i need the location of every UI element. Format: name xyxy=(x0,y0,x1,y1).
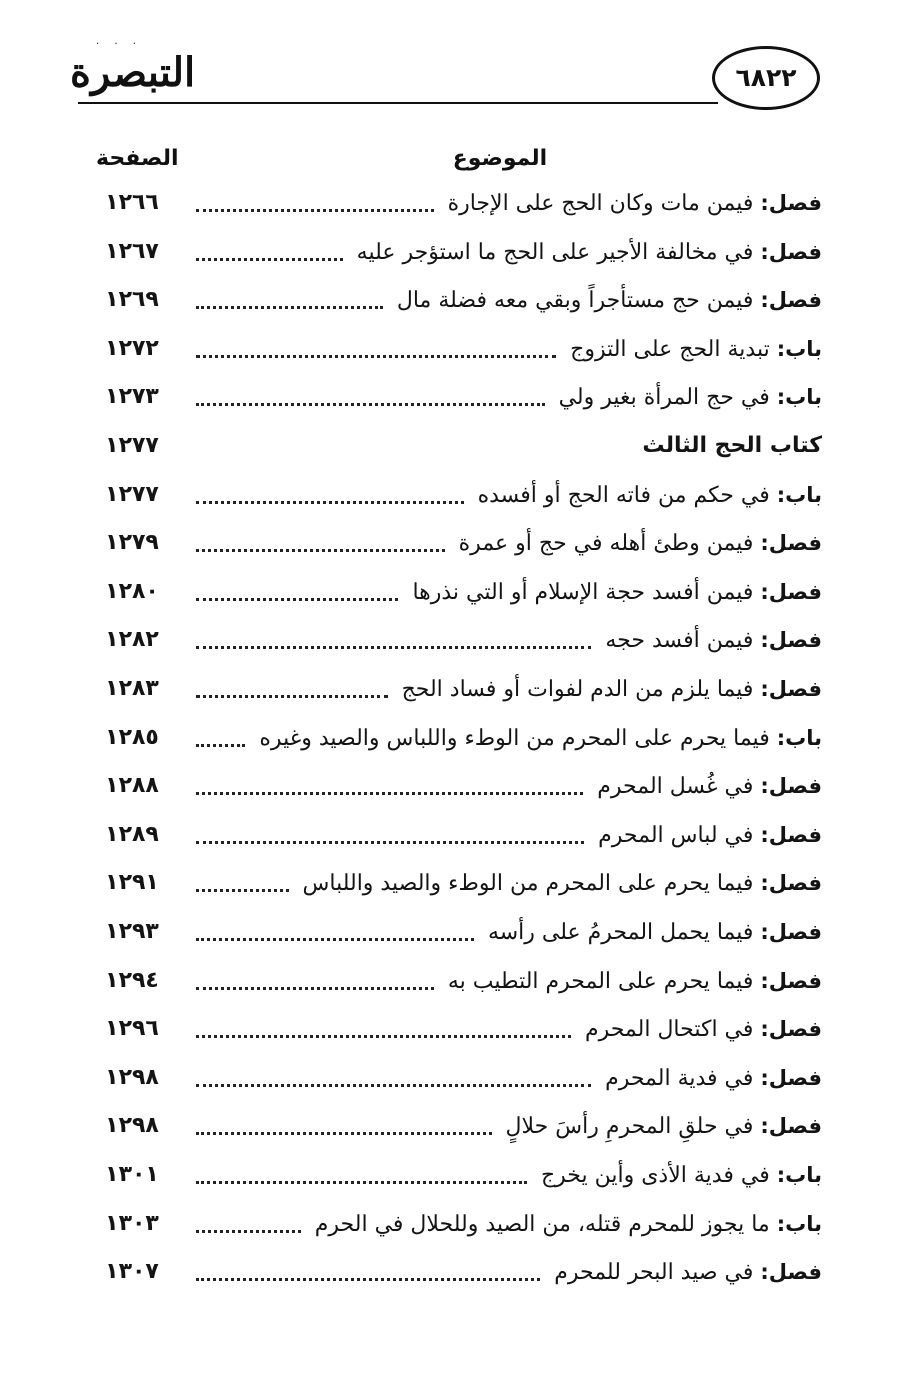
toc-entry-text: فيمن وطئ أهله في حج أو عمرة xyxy=(458,531,754,556)
toc-entry-type: فصل: xyxy=(760,580,822,604)
toc-entry-text: فيمن حج مستأجراً وبقي معه فضلة مال xyxy=(396,288,754,313)
toc-page-number: ١٢٩٨ xyxy=(105,1065,159,1090)
toc-entry-text: في غُسل المحرم xyxy=(597,774,754,799)
toc-entry xyxy=(96,329,822,369)
toc-page-number: ١٢٧٣ xyxy=(105,384,159,409)
toc-entry-title xyxy=(570,329,822,369)
toc-entry-text: فيما يحرم على المحرم من الوطء واللباس والصيد وغيره xyxy=(259,726,770,751)
toc-entry xyxy=(96,1009,822,1049)
toc-entry xyxy=(96,523,822,563)
toc-entry-text: فيما يحمل المحرمُ على رأسه xyxy=(487,920,754,945)
toc-entry-text: فيما يحرم على المحرم من الوطء والصيد واللباس xyxy=(302,871,754,896)
toc-entry-title xyxy=(259,718,822,758)
toc-page-number: ١٢٦٦ xyxy=(105,190,159,215)
toc-page-number: ١٣٠٧ xyxy=(105,1259,159,1284)
dot-leader xyxy=(196,792,583,795)
toc-entry-title xyxy=(488,912,822,952)
toc-page-number: ١٣٠١ xyxy=(105,1162,159,1187)
toc-entry-type: فصل: xyxy=(760,774,822,798)
toc-page-number: ١٢٩٤ xyxy=(105,968,159,993)
dot-leader xyxy=(196,1132,492,1135)
toc-entry xyxy=(96,1106,822,1146)
toc-entry-text: في حج المرأة بغير ولي xyxy=(558,385,770,410)
toc-entry-text: تبدية الحج على التزوج xyxy=(570,337,770,362)
toc-section-heading xyxy=(96,426,822,466)
toc-page-number: ١٢٧٧ xyxy=(105,482,159,507)
toc-entry-text: فيما يحرم على المحرم التطيب به xyxy=(447,969,754,994)
toc-entry-type: باب: xyxy=(776,726,822,750)
header-rule xyxy=(78,102,718,104)
toc-entry-type: فصل: xyxy=(760,871,822,895)
toc-page-number: ١٢٨٣ xyxy=(105,676,159,701)
toc-entry-text: في لباس المحرم xyxy=(598,823,754,848)
toc-page-number: ١٢٨٨ xyxy=(105,773,159,798)
toc-page-number: ١٢٦٧ xyxy=(105,239,159,264)
toc-page-number: ١٣٠٣ xyxy=(105,1211,159,1236)
toc-entry-type: فصل: xyxy=(760,677,822,701)
toc-entry-title xyxy=(605,620,822,660)
dot-leader xyxy=(196,1035,571,1038)
page-column-header: الصفحة xyxy=(96,146,179,171)
dot-leader xyxy=(196,209,434,212)
toc-entry-type: باب: xyxy=(776,483,822,507)
toc-entry-title xyxy=(357,232,822,272)
toc-entry-title xyxy=(402,669,822,709)
toc-entry-type: باب: xyxy=(776,1212,822,1236)
dot-leader xyxy=(196,646,591,649)
toc-page-number: ١٢٩١ xyxy=(105,870,159,895)
toc-entry-text: فيمن أفسد حجه xyxy=(605,628,754,653)
dot-leader xyxy=(196,258,343,261)
toc-entry-title xyxy=(642,426,822,466)
toc-entry-type: فصل: xyxy=(760,823,822,847)
dot-leader xyxy=(196,938,474,941)
dot-leader xyxy=(196,355,556,358)
toc-page-number: ١٢٧٧ xyxy=(105,433,159,458)
toc-entry-title xyxy=(303,863,822,903)
toc-page-number: ١٢٨٩ xyxy=(105,822,159,847)
toc-entry-title xyxy=(315,1204,822,1244)
toc-entry-title xyxy=(478,475,822,515)
toc-page-number: ١٢٨٠ xyxy=(105,579,159,604)
dot-leader xyxy=(196,501,464,504)
toc-entry xyxy=(96,669,822,709)
toc-entry xyxy=(96,620,822,660)
toc-entry-title xyxy=(412,572,822,612)
toc-page-number: ١٢٩٦ xyxy=(105,1016,159,1041)
dot-leader xyxy=(196,549,445,552)
toc-entry xyxy=(96,232,822,272)
dot-leader xyxy=(196,1278,540,1281)
toc-entry-type: فصل: xyxy=(760,1066,822,1090)
toc-entry xyxy=(96,1058,822,1098)
toc-entry xyxy=(96,1204,822,1244)
toc-page-number: ١٢٩٣ xyxy=(105,919,159,944)
dot-leader xyxy=(196,1230,301,1233)
toc-entry xyxy=(96,1155,822,1195)
dot-leader xyxy=(196,403,545,406)
toc-entry-title xyxy=(459,523,822,563)
toc-entry-title xyxy=(605,1058,822,1098)
dot-leader xyxy=(196,1181,527,1184)
toc-entry-title xyxy=(448,961,822,1001)
toc-page-number: ١٢٨٢ xyxy=(105,627,159,652)
toc-entry xyxy=(96,475,822,515)
toc-entry-type: باب: xyxy=(776,385,822,409)
toc-page-number: ١٢٩٨ xyxy=(105,1113,159,1138)
toc-entry xyxy=(96,718,822,758)
toc-entry xyxy=(96,961,822,1001)
toc-entry-title xyxy=(541,1155,822,1195)
toc-entry-type: فصل: xyxy=(760,969,822,993)
toc-entry-type: فصل: xyxy=(760,1260,822,1284)
toc-entry xyxy=(96,863,822,903)
toc-entry-type: فصل: xyxy=(760,1017,822,1041)
toc-entry-text: فيمن مات وكان الحج على الإجارة xyxy=(447,191,754,216)
dot-leader xyxy=(196,695,388,698)
toc-entry xyxy=(96,572,822,612)
toc-page-number: ١٢٧٢ xyxy=(105,336,159,361)
dot-leader xyxy=(196,841,584,844)
toc-entry-title xyxy=(598,815,822,855)
toc-entry-title xyxy=(585,1009,822,1049)
toc-entry xyxy=(96,1252,822,1292)
toc-entry-type: باب: xyxy=(776,337,822,361)
toc-entry-text: في فدية الأذى وأين يخرج xyxy=(540,1163,770,1188)
toc-entry-text: ما يجوز للمحرم قتله، من الصيد وللحلال في الحرم xyxy=(314,1212,770,1237)
toc-entry-type: فصل: xyxy=(760,288,822,312)
toc-entry-text: فيمن أفسد حجة الإسلام أو التي نذرها xyxy=(412,580,754,605)
toc-entry-type: فصل: xyxy=(760,240,822,264)
toc-entry xyxy=(96,280,822,320)
toc-entry-text: فيما يلزم من الدم لفوات أو فساد الحج xyxy=(401,677,754,702)
toc-entry-title xyxy=(554,1252,822,1292)
toc-entry-text: في حكم من فاته الحج أو أفسده xyxy=(477,483,770,508)
toc-page-number: ١٢٦٩ xyxy=(105,287,159,312)
toc-entry-title xyxy=(448,183,822,223)
toc-entry-type: فصل: xyxy=(760,920,822,944)
dot-leader xyxy=(196,744,245,747)
toc-entry-title xyxy=(397,280,822,320)
toc-entry-text: في فدية المحرم xyxy=(605,1066,754,1091)
toc-page-number: ١٢٨٥ xyxy=(105,725,159,750)
toc-entry xyxy=(96,766,822,806)
toc-entry-title xyxy=(506,1106,822,1146)
topic-column-header: الموضوع xyxy=(452,146,548,171)
toc-entry-title xyxy=(597,766,822,806)
toc-entry-text: في اكتحال المحرم xyxy=(584,1017,754,1042)
book-logo: التبصرة xyxy=(70,49,196,96)
logo-ornament: · · · xyxy=(96,39,142,50)
toc-entry-title xyxy=(559,377,822,417)
dot-leader xyxy=(196,889,289,892)
toc-page-number: ١٢٧٩ xyxy=(105,530,159,555)
toc-entry-type: فصل: xyxy=(760,531,822,555)
dot-leader xyxy=(196,987,434,990)
toc-entry xyxy=(96,377,822,417)
dot-leader xyxy=(196,1084,591,1087)
toc-entry-text: كتاب الحج الثالث xyxy=(642,433,822,458)
toc-entry-type: فصل: xyxy=(760,1114,822,1138)
page-number-badge: ٦٨٢٢ xyxy=(712,46,820,110)
toc-entry-type: فصل: xyxy=(760,628,822,652)
dot-leader xyxy=(196,306,383,309)
dot-leader xyxy=(196,598,398,601)
toc-entry-text: في مخالفة الأجير على الحج ما استؤجر عليه xyxy=(356,240,754,265)
toc-entry-text: في صيد البحر للمحرم xyxy=(554,1260,754,1285)
toc-entry-type: فصل: xyxy=(760,191,822,215)
toc-entry xyxy=(96,912,822,952)
toc-entry-text: في حلقِ المحرمِ رأسَ حلالٍ xyxy=(505,1114,754,1139)
toc-entry xyxy=(96,815,822,855)
toc-entry xyxy=(96,183,822,223)
toc-entry-type: باب: xyxy=(776,1163,822,1187)
